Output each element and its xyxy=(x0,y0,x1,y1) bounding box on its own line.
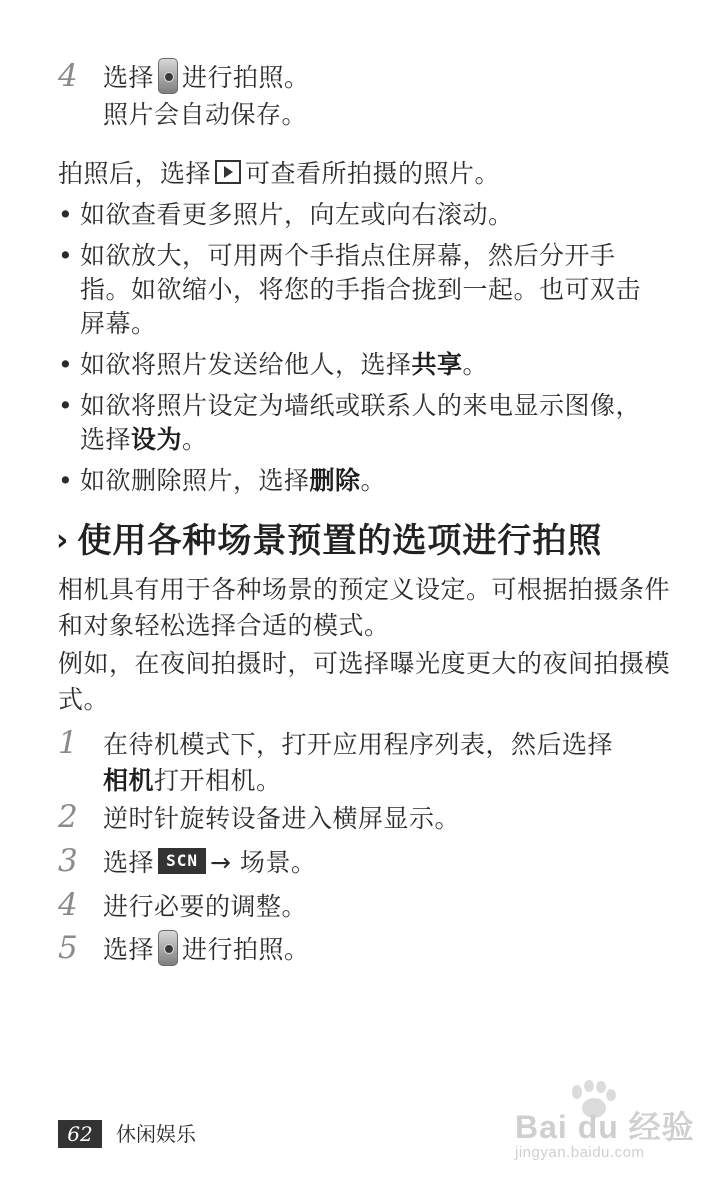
step-text-end: 打开相机。 xyxy=(154,766,282,795)
step-5 xyxy=(58,932,678,969)
step-text: 选择 xyxy=(103,935,155,964)
step-text-line2: 照片会自动保存。 xyxy=(103,100,308,129)
watermark-brand: Bai du 经验 xyxy=(515,1109,695,1145)
bullet-bold-term: 删除 xyxy=(309,466,361,495)
step-bold-term: 相机 xyxy=(103,766,155,795)
step-number: 4 xyxy=(58,58,78,94)
bullet-text-end: 。 xyxy=(360,466,387,495)
step-number: 1 xyxy=(58,725,78,761)
step-number: 4 xyxy=(58,887,78,923)
step-number: 3 xyxy=(58,843,78,879)
page-number: 62 xyxy=(58,1120,102,1148)
watermark-url: jingyan.baidu.com xyxy=(515,1144,645,1161)
bullet-text: 如欲删除照片，选择 xyxy=(80,466,310,495)
page-footer xyxy=(58,1120,196,1150)
list-item: • 如欲删除照片，选择删除。 xyxy=(58,466,387,495)
step-text: 进行必要的调整。 xyxy=(103,892,308,921)
step-number: 5 xyxy=(58,930,78,966)
step-3 xyxy=(58,845,678,881)
camera-shutter-icon xyxy=(158,58,178,94)
section-name: 休闲娱乐 xyxy=(116,1122,196,1146)
step-top-4 xyxy=(58,60,678,133)
step-2 xyxy=(58,801,678,837)
bullet-text: 如欲将照片发送给他人，选择 xyxy=(80,350,412,379)
section-para-1: 相机具有用于各种场景的预定义设定。可根据拍摄条件和对象轻松选择合适的模式。 xyxy=(58,575,671,640)
bullet-text: 如欲放大，可用两个手指点住屏幕，然后分开手指。如欲缩小，将您的手指合拢到一起。也可双击屏幕。 xyxy=(80,241,642,338)
step-text-end: 进行拍照。 xyxy=(182,935,310,964)
bullet-list xyxy=(58,198,658,505)
step-text-after: 进行拍照。 xyxy=(182,63,310,92)
step-text: 选择 xyxy=(103,848,155,877)
step-text: 逆时针旋转设备进入横屏显示。 xyxy=(103,804,461,833)
play-icon xyxy=(215,160,241,184)
step-4 xyxy=(58,889,678,925)
step-text: 在待机模式下，打开应用程序列表，然后选择 xyxy=(103,730,614,759)
section-heading xyxy=(56,515,686,569)
list-item: • 如欲将照片设定为墙纸或联系人的来电显示图像，选择设为。 xyxy=(58,391,642,454)
section-title: 使用各种场景预置的选项进行拍照 xyxy=(77,521,603,561)
baidu-watermark xyxy=(515,1080,705,1170)
camera-shutter-icon xyxy=(158,930,178,966)
bullet-text-end: 。 xyxy=(462,350,489,379)
section-para-2: 例如，在夜间拍摄时，可选择曝光度更大的夜间拍摄模式。 xyxy=(58,649,671,714)
bullet-text-end: 。 xyxy=(182,425,208,454)
chevron-right-icon: › xyxy=(56,523,70,558)
step-text-before: 选择 xyxy=(103,63,155,92)
step-text-end: → 场景。 xyxy=(210,848,317,877)
view-intro-after: 可查看所拍摄的照片。 xyxy=(245,159,501,188)
bullet-text: 如欲查看更多照片，向左或向右滚动。 xyxy=(80,200,514,229)
step-1 xyxy=(58,727,678,799)
bullet-bold-term: 设为 xyxy=(131,425,183,454)
scn-icon: SCN xyxy=(158,848,206,874)
bullet-bold-term: 共享 xyxy=(411,350,463,379)
list-item: • 如欲放大，可用两个手指点住屏幕，然后分开手指。如欲缩小，将您的手指合拢到一起。也可双击屏幕。 xyxy=(58,241,642,338)
list-item: • 如欲将照片发送给他人，选择共享。 xyxy=(58,350,489,379)
step-number: 2 xyxy=(58,799,78,835)
bullet-text: 如欲将照片设定为墙纸或联系人的来电显示图像，选择 xyxy=(80,391,642,454)
view-intro-before: 拍照后，选择 xyxy=(58,159,212,188)
list-item: • 如欲查看更多照片，向左或向右滚动。 xyxy=(58,200,514,229)
view-intro xyxy=(58,156,678,192)
